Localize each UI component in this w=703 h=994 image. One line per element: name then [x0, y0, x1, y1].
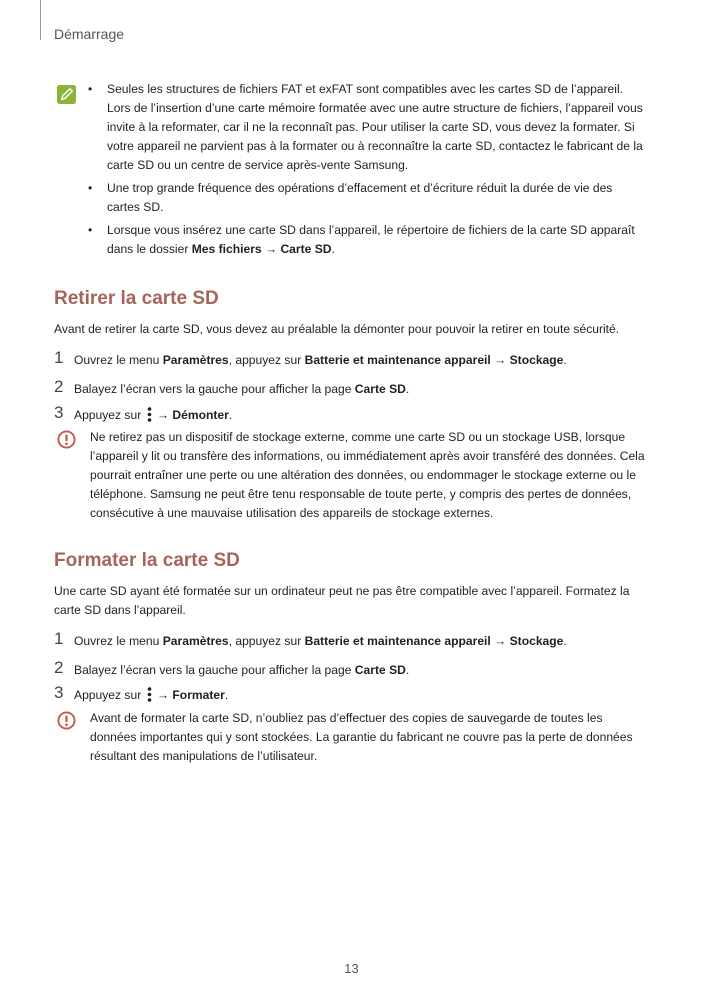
more-options-icon [147, 407, 152, 422]
note-item: • Seules les structures de fichiers FAT et exFAT sont compatibles avec les cartes SD de l’appareil. Lors de l’insertion d’une carte mémoire formatée avec une autre structure de fichiers, l’appareil vous invite à la reformater, car il ne la reconnaît pas. Pour utiliser la carte SD, vous devez la formater. Si votre appareil ne parvient pas à la formater ou à reconnaître la carte SD, contactez le fabricant de la carte SD ou un centre de service après-vente Samsung. [88, 82, 643, 172]
header-rule [40, 0, 41, 40]
warning-icon [57, 430, 76, 449]
retirer-intro: Avant de retirer la carte SD, vous devez au préalable la démonter pour pouvoir la retirer en toute sécurité. [54, 322, 620, 336]
note-item: • Une trop grande fréquence des opérations d’effacement et d’écriture réduit la durée de vie des cartes SD. [88, 181, 613, 214]
note-list [88, 80, 648, 263]
section-title-retirer: Retirer la carte SD [54, 288, 219, 309]
page-number: 13 [344, 961, 359, 976]
retirer-warning: Ne retirez pas un dispositif de stockage externe, comme une carte SD ou un stockage USB, lorsque l’appareil y lit ou transfère des informations, ou immédiatement après avoir transféré des données. Cela pourrait entraîner une perte ou une altération des données, ou endommager le stockage externe ou le téléphone. Samsung ne peut être tenu responsable de toute perte, y compris des pertes de données, consécutive à une mauvaise utilisation des appareils de stockage externes. [90, 430, 645, 520]
section-title-formater: Formater la carte SD [54, 550, 240, 571]
page-header: Démarrage [54, 26, 125, 42]
more-options-icon [147, 687, 152, 702]
note-item: • Lorsque vous insérez une carte SD dans l’appareil, le répertoire de fichiers de la carte SD apparaît dans le dossier Mes fichiers → Carte SD. [88, 223, 635, 256]
warning-icon [57, 711, 76, 730]
note-pencil-icon [56, 84, 77, 105]
formater-warning: Avant de formater la carte SD, n’oubliez pas d’effectuer des copies de sauvegarde de toutes les données importantes qui y sont stockées. La garantie du fabricant ne couvre pas la perte de données résultant des manipulations de l’utilisateur. [90, 711, 633, 763]
formater-intro: Une carte SD ayant été formatée sur un ordinateur peut ne pas être compatible avec l’appareil. Formatez la carte SD dans l’appareil. [54, 584, 630, 617]
